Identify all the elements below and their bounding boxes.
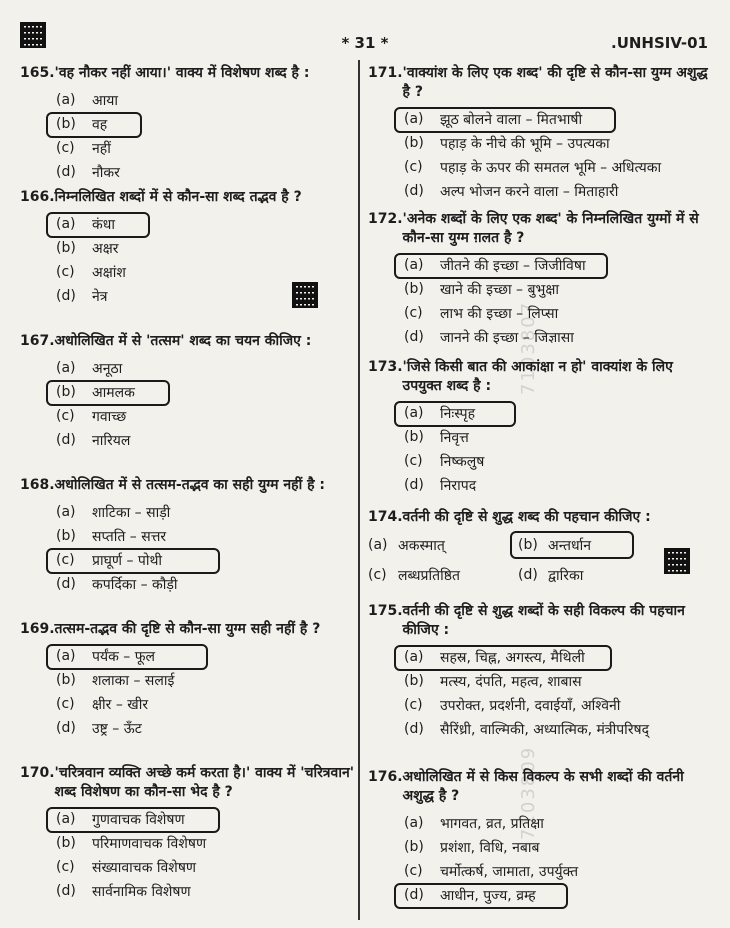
question-167 — [20, 332, 358, 452]
option-a-marked: (a) झूठ बोलने वाला – मितभाषी — [404, 107, 708, 131]
option-c-marked: (c) प्राघूर्ण – पोथी — [56, 548, 358, 572]
option-b-marked: (b) आमलक — [56, 380, 358, 404]
option-d: (d) नौकर — [56, 164, 120, 181]
option-b: (b) खाने की इच्छा – बुभुक्षा — [404, 281, 559, 298]
question-text: अधोलिखित में से तत्सम-तद्भव का सही युग्म नहीं है : — [54, 477, 325, 493]
option-c: (c) लब्धप्रतिष्ठित — [368, 567, 460, 584]
option-a: (a) आया — [56, 92, 119, 109]
question-number: 175. — [368, 603, 403, 619]
question-169 — [20, 620, 358, 740]
option-c: (c) चर्मोत्कर्ष, जामाता, उपर्युक्त — [404, 863, 579, 880]
page-number: * 31 * — [341, 34, 389, 52]
option-c: (c) निष्कलुष — [404, 453, 485, 470]
option-a-marked: (a) निःस्पृह — [404, 401, 708, 425]
question-166 — [20, 188, 358, 308]
option-d: (d) अल्प भोजन करने वाला – मिताहारी — [404, 183, 619, 200]
question-text: 'वाक्यांश के लिए एक शब्द' की दृष्टि से कौन-सा युग्म अशुद्ध है ? — [402, 65, 708, 100]
question-text: वर्तनी की दृष्टि से शुद्ध शब्दों के सही विकल्प की पहचान कीजिए : — [402, 603, 685, 638]
option-b-marked: (b) वह — [56, 112, 358, 136]
question-172 — [368, 210, 708, 349]
option-c: (c) लाभ की इच्छा – लिप्सा — [404, 305, 559, 322]
option-c: (c) पहाड़ के ऊपर की समतल भूमि – अधित्यका — [404, 159, 662, 176]
question-171 — [368, 64, 708, 203]
question-number: 165. — [20, 65, 55, 81]
option-d: (d) उष्ट्र – ऊँट — [56, 720, 142, 737]
option-a-marked: (a) कंधा — [56, 212, 358, 236]
question-175 — [368, 602, 708, 741]
option-a-marked: (a) सहस्र, चिह्न, अगस्त्य, मैथिली — [404, 645, 708, 669]
option-b: (b) पहाड़ के नीचे की भूमि – उपत्यका — [404, 135, 610, 152]
option-a: (a) अकस्मात् — [368, 537, 445, 554]
question-text: अधोलिखित में से 'तत्सम' शब्द का चयन कीजिए : — [54, 333, 312, 349]
option-a: (a) भागवत, व्रत, प्रतिक्षा — [404, 815, 544, 832]
option-c: (c) संख्यावाचक विशेषण — [56, 859, 197, 876]
paper-code: .UNHSIV-01 — [611, 34, 708, 52]
question-text: निम्नलिखित शब्दों में से कौन-सा शब्द तद्भव है ? — [54, 189, 302, 205]
option-c: (c) अक्षांश — [56, 264, 126, 281]
question-170 — [20, 764, 358, 903]
option-d-marked: (d) आधीन, पुज्य, व्रम्ह — [404, 883, 708, 907]
option-b: (b) प्रशंशा, विधि, नबाब — [404, 839, 540, 856]
question-number: 170. — [20, 765, 55, 781]
question-number: 173. — [368, 359, 403, 375]
question-number: 166. — [20, 189, 55, 205]
option-b: (b) निवृत्त — [404, 429, 469, 446]
option-d: (d) कपर्दिका – कौड़ी — [56, 576, 178, 593]
option-d: (d) सैरिंध्री, वाल्मिकी, अध्यात्मिक, मंत्रीपरिषद् — [404, 721, 650, 738]
question-text: 'जिसे किसी बात की आकांक्षा न हो' वाक्यांश के लिए उपयुक्त शब्द है : — [402, 359, 673, 394]
option-b-marked: (b) अन्तर्धान — [518, 533, 668, 557]
option-c: (c) उपरोक्त, प्रदर्शनी, दवाईयाँ, अश्विनी — [404, 697, 621, 714]
option-b: (b) शलाका – सलाई — [56, 672, 175, 689]
question-text: 'अनेक शब्दों के लिए एक शब्द' के निम्नलिखित युग्मों में से कौन-सा युग्म ग़लत है ? — [402, 211, 699, 246]
option-c: (c) गवाच्छ — [56, 408, 127, 425]
option-a: (a) अनूठा — [56, 360, 123, 377]
question-168 — [20, 476, 358, 596]
question-number: 167. — [20, 333, 55, 349]
question-number: 171. — [368, 65, 403, 81]
option-d: (d) सार्वनामिक विशेषण — [56, 883, 191, 900]
option-c: (c) क्षीर – खीर — [56, 696, 149, 713]
question-text: 'वह नौकर नहीं आया।' वाक्य में विशेषण शब्द है : — [54, 65, 310, 81]
watermark: 7103807 — [518, 300, 539, 395]
column-divider — [358, 60, 360, 920]
option-d: (d) नारियल — [56, 432, 131, 449]
option-a-marked: (a) पर्यंक – फूल — [56, 644, 358, 668]
watermark: 7103809 — [518, 745, 539, 840]
option-d: (d) द्वारिका — [518, 567, 584, 584]
question-number: 176. — [368, 769, 403, 785]
question-text: तत्सम-तद्भव की दृष्टि से कौन-सा युग्म सही नहीं है ? — [54, 621, 321, 637]
question-number: 172. — [368, 211, 403, 227]
option-c: (c) नहीं — [56, 140, 111, 157]
question-text: 'चरित्रवान व्यक्ति अच्छे कर्म करता है।' वाक्य में 'चरित्रवान' शब्द विशेषण का कौन-सा भेद है ? — [54, 765, 355, 800]
question-number: 174. — [368, 509, 403, 525]
question-number: 168. — [20, 477, 55, 493]
question-173 — [368, 358, 708, 497]
option-b: (b) सप्तति – सत्तर — [56, 528, 167, 545]
option-a-marked: (a) जीतने की इच्छा – जिजीविषा — [404, 253, 708, 277]
option-b: (b) परिमाणवाचक विशेषण — [56, 835, 207, 852]
question-176 — [368, 768, 708, 907]
option-d: (d) निरापद — [404, 477, 477, 494]
question-165 — [20, 64, 358, 184]
option-a-marked: (a) गुणवाचक विशेषण — [56, 807, 358, 831]
option-b: (b) मत्स्य, दंपति, महत्व, शाबास — [404, 673, 582, 690]
option-b: (b) अक्षर — [56, 240, 119, 257]
question-text: वर्तनी की दृष्टि से शुद्ध शब्द की पहचान कीजिए : — [402, 509, 651, 525]
question-number: 169. — [20, 621, 55, 637]
question-text: अधोलिखित में से किस विकल्प के सभी शब्दों की वर्तनी अशुद्ध है ? — [402, 769, 684, 804]
option-d: (d) जानने की इच्छा – जिज्ञासा — [404, 329, 574, 346]
option-d: (d) नेत्र — [56, 288, 108, 305]
question-174 — [368, 508, 708, 587]
option-a: (a) शाटिका – साड़ी — [56, 504, 171, 521]
